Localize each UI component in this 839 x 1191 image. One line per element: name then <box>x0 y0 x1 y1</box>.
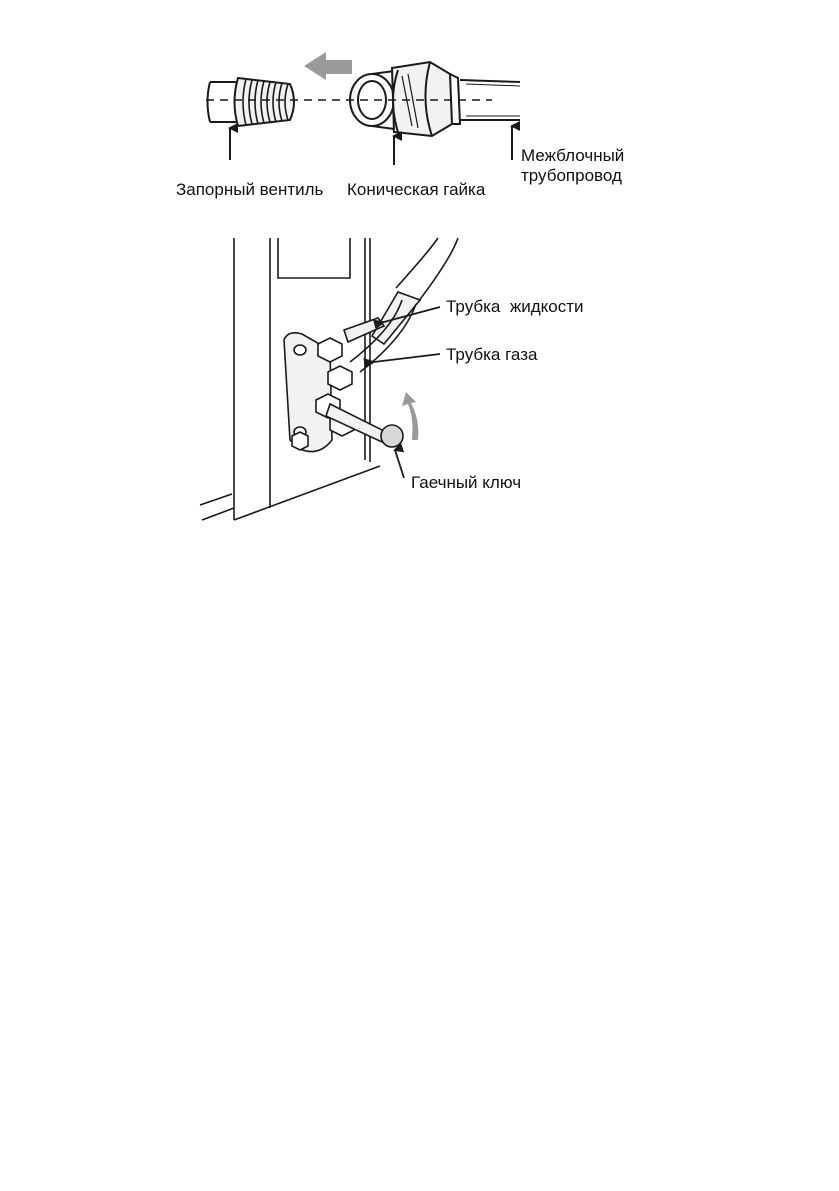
shutoff-valve-label: Запорный вентиль <box>176 180 324 199</box>
valve-block-drawing <box>284 333 354 452</box>
gas-pipe-pointer <box>374 354 440 362</box>
gas-pipe-label: Трубка газа <box>446 345 538 364</box>
wrench-pointer <box>395 450 404 478</box>
refrigerant-pipes-drawing <box>344 238 458 372</box>
interconnect-pipe-label-2: трубопровод <box>521 166 622 185</box>
left-arrow-icon <box>304 52 352 80</box>
shutoff-valve-drawing <box>208 78 295 126</box>
flare-nut-label: Коническая гайка <box>347 180 486 199</box>
up-curved-arrow-icon <box>402 392 418 440</box>
top-diagram <box>206 62 520 165</box>
liquid-pipe-label: Трубка жидкости <box>446 297 584 316</box>
flare-nut-drawing <box>350 62 460 136</box>
interconnect-pipe-label-1: Межблочный <box>521 146 625 165</box>
wrench-label: Гаечный ключ <box>411 473 522 492</box>
